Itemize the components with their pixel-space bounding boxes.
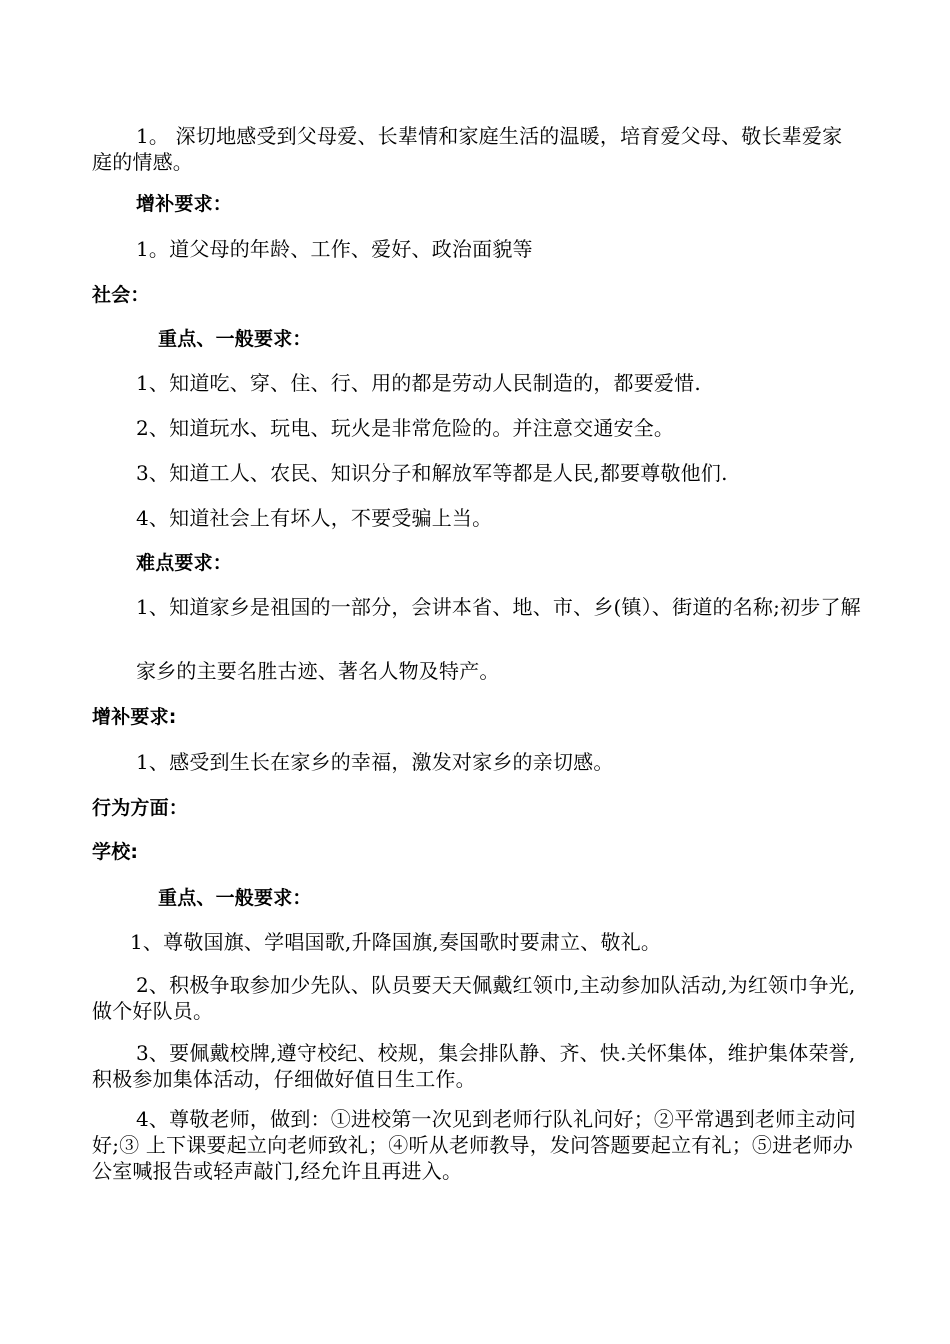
paragraph-society-item-3: 3、知道工人、农民、知识分子和解放军等都是人民,都要尊敬他们. (136, 461, 728, 485)
heading-behavior: 行为方面： (92, 797, 189, 819)
paragraph-society-item-2: 2、知道玩水、玩电、玩火是非常危险的。并注意交通安全。 (136, 416, 675, 440)
heading-society: 社会： (92, 284, 150, 306)
heading-supplementary-requirements-2: 增补要求: (92, 706, 177, 728)
paragraph-hometown-continuation: 家乡的主要名胜古迹、著名人物及特产。 (136, 659, 500, 683)
paragraph-society-item-1: 1、知道吃、穿、住、行、用的都是劳动人民制造的，都要爱惜. (136, 371, 701, 395)
paragraph-society-item-4: 4、知道社会上有坏人，不要受骗上当。 (136, 506, 493, 530)
heading-key-general-requirements: 重点、一般要求： (158, 328, 312, 350)
heading-school: 学校: (92, 841, 139, 863)
paragraph-school-item-4: 4、尊敬老师，做到：①进校第一次见到老师行队礼问好；②平常遇到老师主动问好;③ 上下课要起立向老师致礼；④听从老师教导，发问答题要起立有礼；⑤进老师办公室喊报告或轻声敲门,经允许且再进入。 (92, 1107, 856, 1183)
paragraph-school-item-2: 2、积极争取参加少先队、队员要天天佩戴红领巾,主动参加队活动,为红领巾争光,做个好队员。 (92, 973, 856, 1023)
paragraph-school-item-3: 3、要佩戴校牌,遵守校纪、校规，集会排队静、齐、快.关怀集体，维护集体荣誉,积极参加集体活动，仔细做好值日生工作。 (92, 1041, 856, 1091)
heading-supplementary-requirements: 增补要求： (136, 193, 233, 215)
heading-difficult-requirements: 难点要求： (136, 552, 233, 574)
paragraph-hometown-item-1: 1、知道家乡是祖国的一部分，会讲本省、地、市、乡(镇）、街道的名称;初步了解 (136, 595, 861, 619)
heading-key-general-requirements-2: 重点、一般要求： (158, 887, 312, 909)
paragraph-know-parents: 1。道父母的年龄、工作、爱好、政治面貌等 (136, 237, 533, 261)
paragraph-school-item-1: 1、尊敬国旗、学唱国歌,升降国旗,奏国歌时要肃立、敬礼。 (130, 930, 662, 954)
paragraph-family-feeling: 1。 深切地感受到父母爱、长辈情和家庭生活的温暖，培育爱父母、敬长辈爱家庭的情感。 (92, 124, 843, 174)
paragraph-hometown-feeling: 1、感受到生长在家乡的幸福，激发对家乡的亲切感。 (136, 750, 614, 774)
